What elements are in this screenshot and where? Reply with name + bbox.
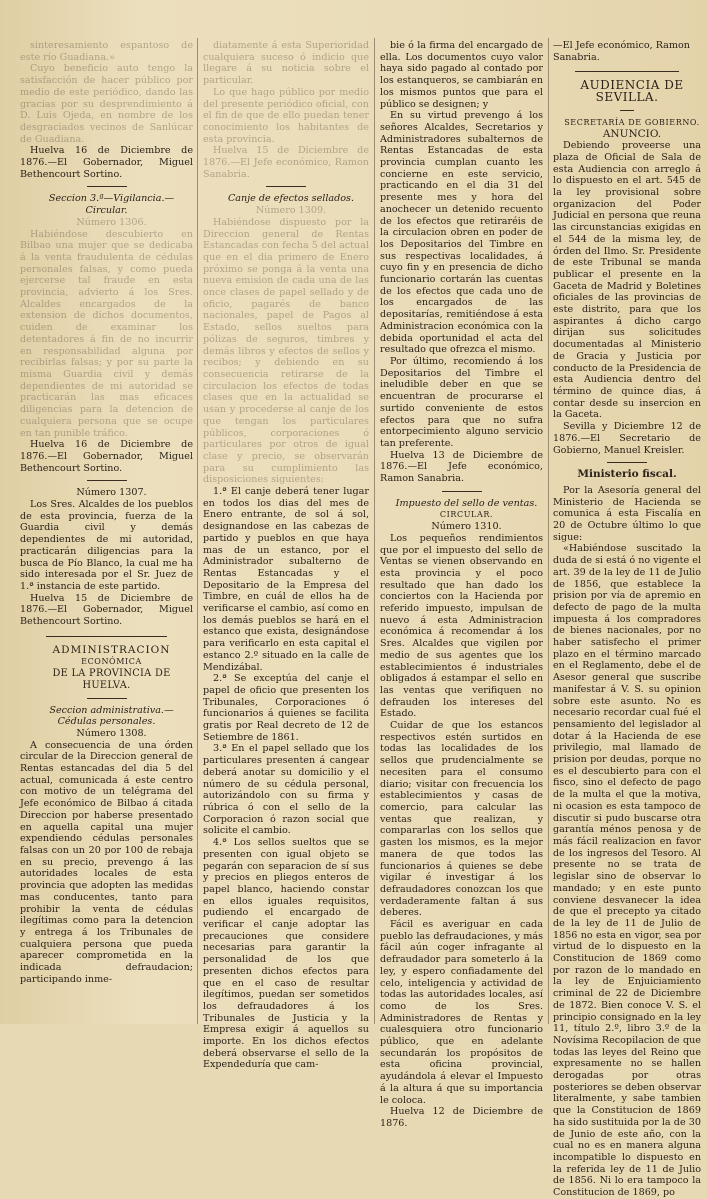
paragraph: Habiéndose descubierto en Bilbao una mujer que se dedicaba á la venta fraudulenta de cédulas personales falsas, y como pueda ejercerse tal fraude en esta provincia, advierto á los Sres. Alcaldes encargados de la extension de dichos documentos, cuiden de examinar los detentadores á fin de no incurrir en responsabilidad alguna por recibirlas falsas; y por su parte la misma Guardia civil y demás dependientes de mi autoridad se practicarán las mas eficaces diligencias para la detencion de cualquiera persona que se ocupe en tan punible tráfico. <box>20 228 193 439</box>
notice-number: Número 1307. <box>76 487 147 499</box>
column-rule <box>374 38 375 1024</box>
section-heading: Seccion administrativa.—Cédulas personales. <box>49 704 174 728</box>
paragraph: Los pequeños rendimientos que por el impuesto del sello de Ventas se vienen observando en esta provincia y el poco resultado que han dado los conciertos con la Hacienda por referido impuesto, impulsan de nuevo á esta Administracion económica á recomendar á los Sres. Alcaldes que vigilen por medio de sus agentes que los establecimientos é industriales obligados á estampar el sello en las ventas que verifiquen no defrauden los intereses del Estado. <box>380 532 543 720</box>
paragraph: Cuyo beneficio auto tengo la satisfacción de hacer público por medio de este periódico, dando las gracias por su desprendimiento á D. Luis Ojeda, en nombre de los desgraciados vecinos de Sanlúcar de Guadiana. <box>20 63 193 145</box>
column-rule <box>548 38 549 1024</box>
paragraph: 1.ª El canje deberá tener lugar en todos los dias del mes de Enero entrante, de sol á sol, designandose en las cabezas de partido y pueblos en que haya mas de un estanco, por el Administrador subalterno de Rentas Estancadas y el Depositario de la Empresa del Timbre, en cuál de ellos ha de verificarse el cambio, así como en los demás pueblos se hará en el estanco que exista, designándose para verificarlo en esta capital el estanco 2.º situado en la calle de Mendizábal. <box>203 486 369 673</box>
paragraph: A consecuencia de una órden circular de la Direccion general de Rentas estancadas del dia 5 del actual, comunicada á este centro con motivo de un telégrama del Jefe económico de Bilbao á citada Direccion por haberse presentado en aquella capital una mujer expendiendo cédulas personales falsas con un 20 por 100 de rebaja en su precio, prevengo á las autoridades locales de esta provincia que adopten las medidas mas conducentes, tanto para prohibir la venta de cédulas ilegítimas como para la detencion y entrega á los Tribunales de cualquiera persona que pueda aparecer comprometida en la indicada defraudacion; participando inme- <box>20 739 193 985</box>
paragraph: 3.ª En el papel sellado que los particulares presenten á cangear deberá anotar su domicilio y el número de su cédula personal, autorizándolo con su firma y rúbrica ó con el sello de la Corporacion ó razon social que solicite el cambio. <box>203 743 369 837</box>
divider <box>87 480 127 481</box>
divider <box>575 71 679 72</box>
section-subtitle: CIRCULAR. <box>439 510 494 520</box>
signature-line: Huelva 15 de Diciembre de 1876.—El Jefe económico, Ramon Sanabria. <box>203 145 369 180</box>
paragraph: «Habiéndose suscitado la duda de si está ó no vigente el art. 39 de la ley de 11 de Julio de 1856, que establece la prision por vía de apremio en defecto de pago de la multa impuesta á los compradores de bienes nacionales, por no haber satisfecho el primer plazo en el término marcado en el Reglamento, debe el de Asesor general que suscribe manifestar á V. S. su opinion sobre este asunto. No es necesario recordar cual fué el pensamiento del legislador al dotar á la Hacienda de ese privilegio, mal llamado de prision por deudas, porque no es el descubierto para con el fisco, sino el defecto de pago de la multa el que la motiva, ni ocasion es esta tampoco de discutir si pudo buscarse otra garantía ménos penosa y de más fácil realizacion en favor de los ingresos del Tesoro. Al presente no se trata de legislar sino de observar lo mandado; y en este punto conviene desvanecer la idea de que el precepto ya citado de la ley de 11 de Julio de 1856 no esta en vigor, sea por virtud de lo dispuesto en la Constitucion de 1869 como por razon de lo mandado en la ley de Enjuiciamiento criminal de 22 de Diciembre de 1872. Bien conoce V. S. el principio consignado en la ley 11, título 2.º, libro 3.º de la Novísima Recopilacion de que todas las leyes del Reino que expresamente no se hallen derogadas por otras posteriores se deben observar literalmente, y sabe tambien que la Constitucion de 1869 ha sido sustituida por la de 30 de Junio de este año, con la cual no es en manera alguna incompatible lo dispuesto en la referida ley de 11 de Julio de 1856. Ni lo era tampoco la Constitucion de 1869, po <box>553 543 702 1199</box>
notice-number: Número 1310. <box>431 521 502 533</box>
signature-line: Huelva 13 de Diciembre de 1876.—El Jefe económico, Ramon Sanabria. <box>380 449 543 485</box>
paragraph: 4.ª Los sellos sueltos que se presenten con igual objeto se pegarán con separacion de sí sus y precios en pliegos enteros de papel blanco, haciendo constar en ellos iguales requisitos, pudiendo el encargado de verificar el canje adoptar las precauciones que considere necesarias para garantir la personalidad de los que presenten dichos efectos para que en el caso de resultar ilegítimos, puedan ser sometidos los defraudadores á los Tribunales de Justicia y la Empresa exigir á aquellos su importe. En los dichos efectos deberá observarse el sello de la Expendeduría que cam- <box>203 837 369 1071</box>
divider <box>442 491 482 492</box>
paragraph: Fácil es averiguar en cada pueblo las defraudaciones, y más fácil aún coger infragante al defraudador para someterlo á la ley, y espero confiadamente del celo, inteligencia y actividad de todas las autoridades locales, así como de los Sres. Administradores de Rentas y cualesquiera otro funcionario público, que en adelante secundarán los propósitos de esta oficina provincial, ayudándola á elevar el Impuesto á la altura á que su importancia le coloca. <box>380 919 543 1106</box>
section-subtitle: ECONÓMICA <box>81 657 142 667</box>
signature-line: —El Jefe económico, Ramon Sanabria. <box>553 40 690 63</box>
section-title: DE LA PROVINCIA DE HUELVA. <box>52 668 171 691</box>
column-3 <box>380 40 543 1129</box>
section-heading: Seccion 3.ª—Vigilancia.—Circular. <box>48 193 175 217</box>
paragraph: Por la Asesoría general del Ministerio de Hacienda se comunica á esta Fiscalía en 20 de Octubre último lo que sigue: <box>553 484 701 543</box>
column-4 <box>553 40 702 1199</box>
signature-line: Sevilla y Diciembre 12 de 1876.—El Secretario de Gobierno, Manuel Kreisler. <box>553 421 701 456</box>
section-subtitle: SECRETARÍA DE GOBIERNO. <box>564 117 700 127</box>
column-2 <box>203 40 369 1071</box>
signature-line: Huelva 12 de Diciembre de 1876. <box>380 1106 543 1129</box>
divider <box>87 186 127 187</box>
divider <box>87 698 127 699</box>
paragraph: Los Sres. Alcaldes de los pueblos de esta provincia, fuerza de la Guardia civil y demás dependientes de mi autoridad, practicarán diligencias para la busca de Pío Blanco, la cual me ha sido interesada por el Sr. Juez de 1.ª instancia de este partido. <box>20 499 193 592</box>
section-heading: ANUNCIO. <box>602 127 662 140</box>
paragraph: Debiendo proveerse una plaza de Oficial de Sala de esta Audiencia con arreglo á lo dispuesto en el art. 545 de la ley provisional sobre organizacion del Poder Judicial en persona que reuna las circunstancias exigidas en el 544 de la misma ley, de órden del Ilmo. Sr. Presidente de este Tribunal se manda publicar el presente en la Gaceta de Madrid y Boletines oficiales de las provincias de este distrito, para que los aspirantes á dicho cargo dirijan sus solicitudes documentadas al Ministerio de Gracia y Justicia por conducto de la Presidencia de esta Audiencia dentro del término de quince dias, á contar desde su insercion en la Gaceta. <box>553 140 701 421</box>
paragraph: Cuidar de que los estancos respectivos estén surtidos en todas las localidades de los sellos que prudencialmente se necesiten para el consumo diario; visitar con frecuencia los establecimientos y casas de comercio, para calcular las ventas que realizan, y compararlas con los sellos que gasten los mismos, es la mejor manera de que todos las funcionarios á quienes se debe vigilar é investigar á los defraudadores conozcan los que verdaderamente faltan á sus deberes. <box>380 720 543 919</box>
paragraph: En su virtud prevengo á los señores Alcaldes, Secretarios y Administradores subalternos de Rentas Estancadas de esta provincia cumplan cuanto les concierne en este servicio, practicando en el dia 31 del presente mes y hora del anochecer un detenido recuento de los efectos que retiraréis de la circulacion obren en poder de los Depositarios del Timbre en sus respectivas localidades, á cuyo fin y en presencia de dicho funcionario cortarán las cuentas de los efectos que cada uno de los encargados de las depositarías, remitiéndose á esta Administracion económica con la debida oportunidad el acta del resultado que ofrezca el mismo. <box>380 110 543 356</box>
notice-number: Número 1306. <box>76 216 147 228</box>
divider <box>607 462 647 463</box>
section-title: ADMINISTRACION <box>52 643 171 656</box>
paragraph: sinteresamiento espantoso de este río Guadiana.» <box>20 40 193 63</box>
paragraph: diatamente á esta Superioridad cualquiera suceso ó indicio que llegare á su noticia sobre el particular. <box>203 40 369 87</box>
paragraph: Lo que hago público por medio del presente periódico oficial, con el fin de que de ello puedan tener conocimiento los habitantes de esta provincia. <box>203 86 369 145</box>
notice-number: Número 1309. <box>255 205 327 217</box>
paragraph: Por último, recomiendo á los Depositarios del Timbre el ineludible deber en que se encuentran de procurarse el surtido conveniente de estos efectos para que no sufra entorpecimiento alguno servicio tan preferente. <box>380 355 543 449</box>
divider <box>266 186 306 187</box>
divider <box>46 636 167 637</box>
paragraph: Habiéndose dispuesto por la Direccion general de Rentas Estancadas con fecha 5 del actual que en el dia primero de Enero próximo se ponga á la venta una nueva emision de cada una de las once clases de papel sellado y de oficio, pagarés de banco nacionales, papel de Pagos al Estado, sellos sueltos para pólizas de seguros, timbres y demás libros y efectos de sellos y recibos; y debiendo en su consecuencia retirarse de la circulacion los efectos de todas clases que en la actualidad se usan y procederse al canje de los que tengan los particulares públicos, corporaciones ó particulares por otros de igual clase y precio, se observarán para su cumplimiento las disposiciones siguientes: <box>203 216 369 486</box>
signature-line: Huelva 16 de Diciembre de 1876.—El Gobernador, Miguel Bethencourt Sortino. <box>20 439 193 474</box>
section-heading: Impuesto del sello de ventas. <box>395 497 538 509</box>
notice-number: Número 1308. <box>76 727 147 739</box>
section-heading: Ministerio fiscal. <box>577 468 677 481</box>
signature-line: Huelva 16 de Diciembre de 1876.—El Gobernador, Miguel Bethencourt Sortino. <box>20 145 193 180</box>
column-1 <box>20 40 193 1024</box>
paragraph: bie ó la firma del encargado de ella. Los documentos cuyo valor haya sido pagado al contado por los estanqueros, se cambiarán en los mismos puntos que para el público se designen; y <box>380 40 543 110</box>
divider <box>620 110 634 111</box>
signature-line: Huelva 15 de Diciembre de 1876.—El Gobernador, Miguel Bethencourt Sortino. <box>20 592 193 628</box>
paragraph: 2.ª Se exceptúa del canje el papel de oficio que presenten los Tribunales, Corporaciones ó funcionarios á quienes se facilita gratis por Real decreto de 12 de Setiembre de 1861. <box>203 673 369 743</box>
section-heading: Canje de efectos sellados. <box>227 193 355 205</box>
column-rule <box>197 38 198 1024</box>
section-title: AUDIENCIA DE SEVILLA. <box>580 78 684 105</box>
